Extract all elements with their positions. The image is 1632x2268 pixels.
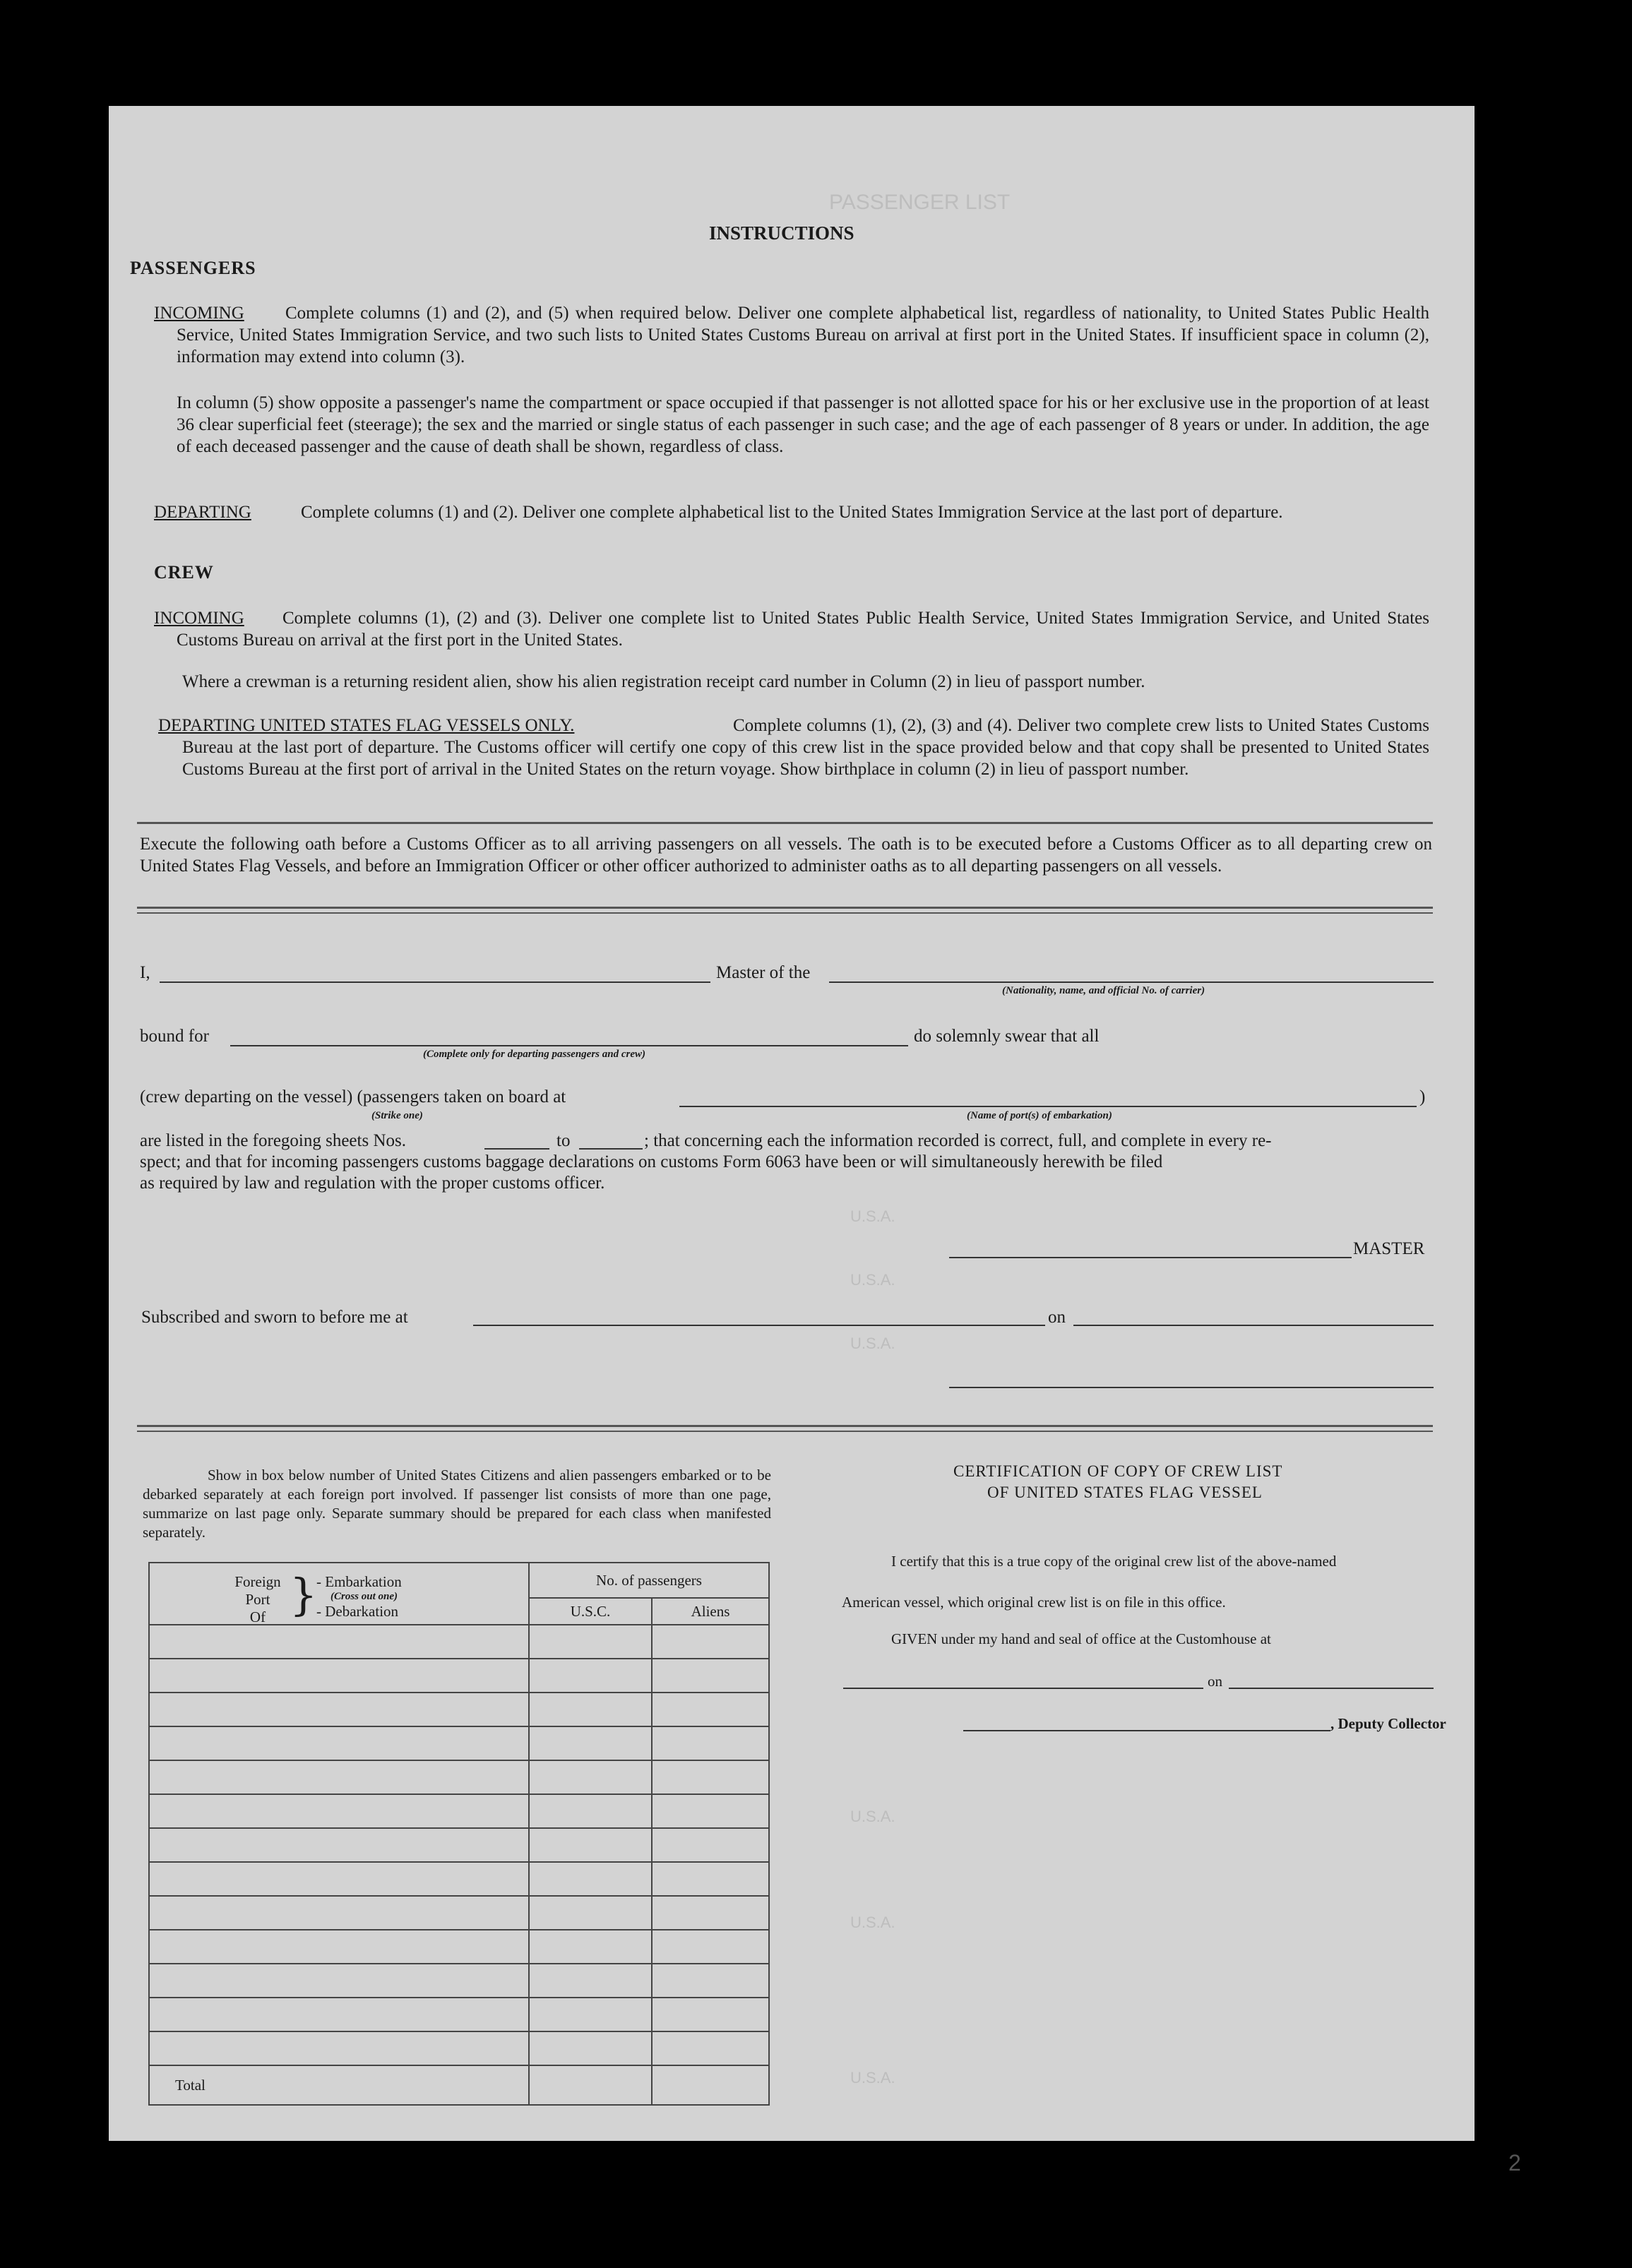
table-row[interactable] xyxy=(149,1625,769,1659)
bound-for-caption: (Complete only for departing passengers and crew) xyxy=(423,1049,645,1060)
solemnly-swear-text: do solemnly swear that all xyxy=(914,1027,1100,1046)
certification-on-label: on xyxy=(1208,1673,1222,1690)
passenger-summary-table xyxy=(148,1562,770,2106)
embarkation-option[interactable]: - Embarkation xyxy=(316,1573,402,1590)
cross-out-caption: (Cross out one) xyxy=(330,1591,398,1602)
resident-alien-note: Where a crewman is a returning resident alien, show his alien registration receipt card number in Column (2) in lieu of passport number. xyxy=(182,672,1145,691)
passengers-departing-label: DEPARTING xyxy=(154,503,251,522)
crew-departing-text: Complete columns (1), (2), (3) and (4). Deliver two complete crew lists to United States Customs Bureau at the last port of departure. The Customs officer will certify one copy of this crew list in the space provided below and that copy shall be presented to United States Customs Bureau at the first port of arrival in the United States on the return voyage. Show birthplace in column (2) in lieu of passport number. xyxy=(182,716,1429,779)
of-label: Of xyxy=(249,1609,266,1625)
total-label: Total xyxy=(149,2065,529,2105)
given-text: GIVEN under my hand and seal of office at the Customhouse at xyxy=(891,1630,1271,1647)
page-number: 2 xyxy=(1508,2150,1521,2176)
crew-departing-label: DEPARTING UNITED STATES FLAG VESSELS ONLY. xyxy=(158,716,575,735)
bleed-through-mark: U.S.A. xyxy=(850,2069,895,2087)
debarkation-option[interactable]: - Debarkation xyxy=(316,1603,399,1620)
section-divider xyxy=(137,912,1433,914)
oath-intro: Execute the following oath before a Customs Officer as to all arriving passengers on all vessels. The oath is to be executed before a Customs Officer as to all departing crew on United States Flag Vessels, and before an Immigration Officer or other officer authorized to administer oaths as to all departing passengers on all vessels. xyxy=(140,835,1432,876)
foreign-label: Foreign xyxy=(234,1573,281,1590)
table-row[interactable] xyxy=(149,1930,769,1964)
crew-incoming-label: INCOMING xyxy=(154,609,244,628)
passengers-heading: PASSENGERS xyxy=(130,258,256,278)
listed-text-b: ; that concerning each the information recorded is correct, full, and complete in every re- xyxy=(644,1131,1272,1150)
column5-instructions: In column (5) show opposite a passenger's name the compartment or space occupied if that passenger is not allotted space for his or her exclusive use in the proportion of at least 36 clear superficial feet (steerage); the sex and the married or single status of each passenger in such case; and the age of each passenger of 8 years or under. In addition, the age of each deceased passenger and the cause of death shall be shown, regardless of class. xyxy=(177,393,1429,456)
section-divider xyxy=(137,1425,1433,1427)
crew-passengers-option[interactable]: (crew departing on the vessel) (passengers taken on board at xyxy=(140,1087,566,1106)
officer-signature-field[interactable] xyxy=(949,1387,1434,1388)
table-row[interactable] xyxy=(149,1693,769,1726)
bleed-through-mark: U.S.A. xyxy=(850,1207,895,1225)
subscribed-on-label: on xyxy=(1048,1308,1066,1327)
sheet-from-field[interactable] xyxy=(484,1148,549,1150)
passengers-departing-text: Complete columns (1) and (2). Deliver one complete alphabetical list to the United States Immigration Service at the last port of departure. xyxy=(301,503,1283,522)
carrier-field[interactable] xyxy=(829,981,1434,983)
certification-title-2: OF UNITED STATES FLAG VESSEL xyxy=(987,1484,1263,1501)
bleed-through-mark: PASSENGER LIST xyxy=(829,191,1011,214)
bleed-through-mark: U.S.A. xyxy=(850,1335,895,1352)
close-paren: ) xyxy=(1419,1087,1426,1106)
subscribed-date-field[interactable] xyxy=(1073,1325,1434,1326)
form-page xyxy=(109,106,1521,2176)
bleed-through-mark: U.S.A. xyxy=(850,1808,895,1825)
passengers-incoming-text: Complete columns (1) and (2), and (5) when required below. Deliver one complete alphabetical list, regardless of nationality, to United States Public Health Service, United States Immigration Service, and two such lists to United States Customs Bureau on arrival at first port in the United States. If insufficient space in column (2), information may extend into column (3). xyxy=(177,304,1429,366)
total-row[interactable] xyxy=(149,2065,769,2105)
bound-for-field[interactable] xyxy=(230,1045,908,1046)
foreign-port-header xyxy=(149,1563,529,1625)
bleed-through-mark: U.S.A. xyxy=(850,1914,895,1931)
deputy-collector-label: , Deputy Collector xyxy=(1330,1715,1446,1732)
crew-incoming-text: Complete columns (1), (2) and (3). Deliver one complete list to United States Public Health Service, United States Immigration Service, and United States Customs Bureau on arrival at the first port in the United States. xyxy=(177,609,1429,650)
crew-heading: CREW xyxy=(154,562,214,583)
table-row[interactable] xyxy=(149,1828,769,1862)
certification-title-1: CERTIFICATION OF COPY OF CREW LIST xyxy=(953,1462,1283,1480)
master-of-the-label: Master of the xyxy=(716,963,811,982)
usc-header: U.S.C. xyxy=(529,1598,652,1625)
master-name-field[interactable] xyxy=(160,981,710,983)
listed-text-d: as required by law and regulation with the proper customs officer. xyxy=(140,1174,605,1193)
certify-text-1: I certify that this is a true copy of the original crew list of the above-named xyxy=(891,1553,1337,1570)
master-label: MASTER xyxy=(1353,1239,1425,1258)
listed-text-c: spect; and that for incoming passengers customs baggage declarations on customs Form 6063 have been or will simultaneously herewith be filed xyxy=(140,1152,1163,1171)
instructions-title: INSTRUCTIONS xyxy=(709,222,854,244)
table-row[interactable] xyxy=(149,1760,769,1794)
aliens-header: Aliens xyxy=(652,1598,769,1625)
table-row[interactable] xyxy=(149,1998,769,2031)
port-label: Port xyxy=(245,1591,270,1608)
master-signature-field[interactable] xyxy=(949,1257,1352,1258)
brace-glyph: } xyxy=(290,1569,318,1621)
table-row[interactable] xyxy=(149,1794,769,1828)
sheet-to-field[interactable] xyxy=(579,1148,643,1150)
strike-one-caption: (Strike one) xyxy=(371,1110,423,1121)
section-divider xyxy=(137,822,1433,824)
certify-text-2: American vessel, which original crew list is on file in this office. xyxy=(842,1594,1226,1611)
customhouse-field[interactable] xyxy=(843,1688,1203,1689)
listed-text-a: are listed in the foregoing sheets Nos. xyxy=(140,1131,406,1150)
listed-to-text: to xyxy=(556,1131,571,1150)
deputy-signature-field[interactable] xyxy=(963,1730,1330,1731)
table-row[interactable] xyxy=(149,1896,769,1930)
table-row[interactable] xyxy=(149,1964,769,1998)
table-row[interactable] xyxy=(149,1726,769,1760)
oath-i: I, xyxy=(140,963,150,982)
passengers-incoming-label: INCOMING xyxy=(154,304,244,323)
summary-note: Show in box below number of United States Citizens and alien passengers embarked or to be debarked separately at each foreign port involved. If passenger list consists of more than one page, summarize on last page only. Separate summary should be prepared for each class when manifested separately. xyxy=(143,1467,771,1541)
section-divider xyxy=(137,1431,1433,1432)
embarkation-ports-field[interactable] xyxy=(679,1106,1417,1107)
table-row[interactable] xyxy=(149,1862,769,1896)
section-divider xyxy=(137,907,1433,909)
subscribed-label: Subscribed and sworn to before me at xyxy=(141,1308,408,1327)
no-of-passengers-header: No. of passengers xyxy=(529,1563,769,1598)
table-row[interactable] xyxy=(149,2031,769,2065)
bound-for-label: bound for xyxy=(140,1027,209,1046)
carrier-caption: (Nationality, name, and official No. of carrier) xyxy=(1002,985,1205,996)
ports-caption: (Name of port(s) of embarkation) xyxy=(967,1110,1112,1121)
certification-date-field[interactable] xyxy=(1229,1688,1434,1689)
bleed-through-mark: U.S.A. xyxy=(850,1271,895,1289)
table-row[interactable] xyxy=(149,1659,769,1693)
subscribed-place-field[interactable] xyxy=(473,1325,1045,1326)
